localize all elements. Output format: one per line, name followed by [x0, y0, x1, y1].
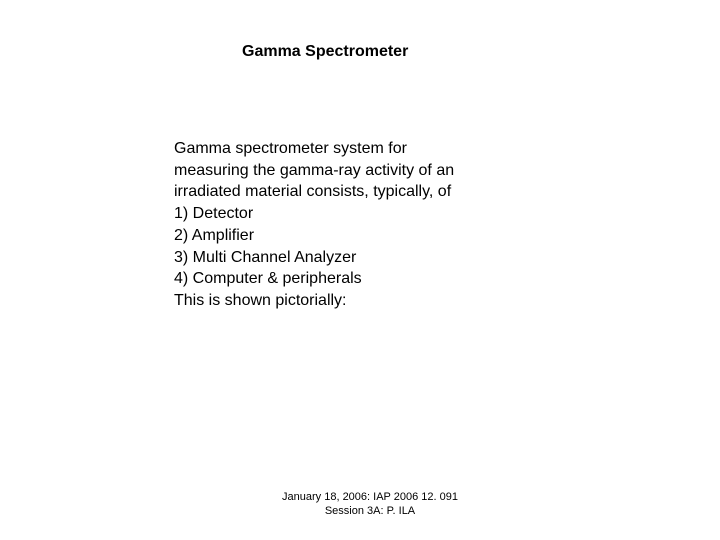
slide-title: Gamma Spectrometer: [242, 43, 409, 60]
footer-session: Session 3A: P. ILA: [324, 505, 416, 517]
body-line: measuring the gamma-ray activity of an: [174, 161, 455, 179]
body-line: irradiated material consists, typically, of: [174, 183, 452, 201]
list-item-detector: 1) Detector: [174, 205, 254, 223]
list-item-amplifier: 2) Amplifier: [174, 226, 255, 244]
list-item-computer-peripherals: 4) Computer & peripherals: [174, 270, 362, 288]
footer-date-course: January 18, 2006: IAP 2006 12. 091: [282, 491, 458, 503]
body-line: Gamma spectrometer system for: [174, 140, 407, 157]
slide-body: [174, 138, 514, 312]
body-line: This is shown pictorially:: [174, 291, 347, 309]
slide-footer: [250, 490, 490, 518]
list-item-multi-channel-analyzer: 3) Multi Channel Analyzer: [174, 248, 357, 266]
